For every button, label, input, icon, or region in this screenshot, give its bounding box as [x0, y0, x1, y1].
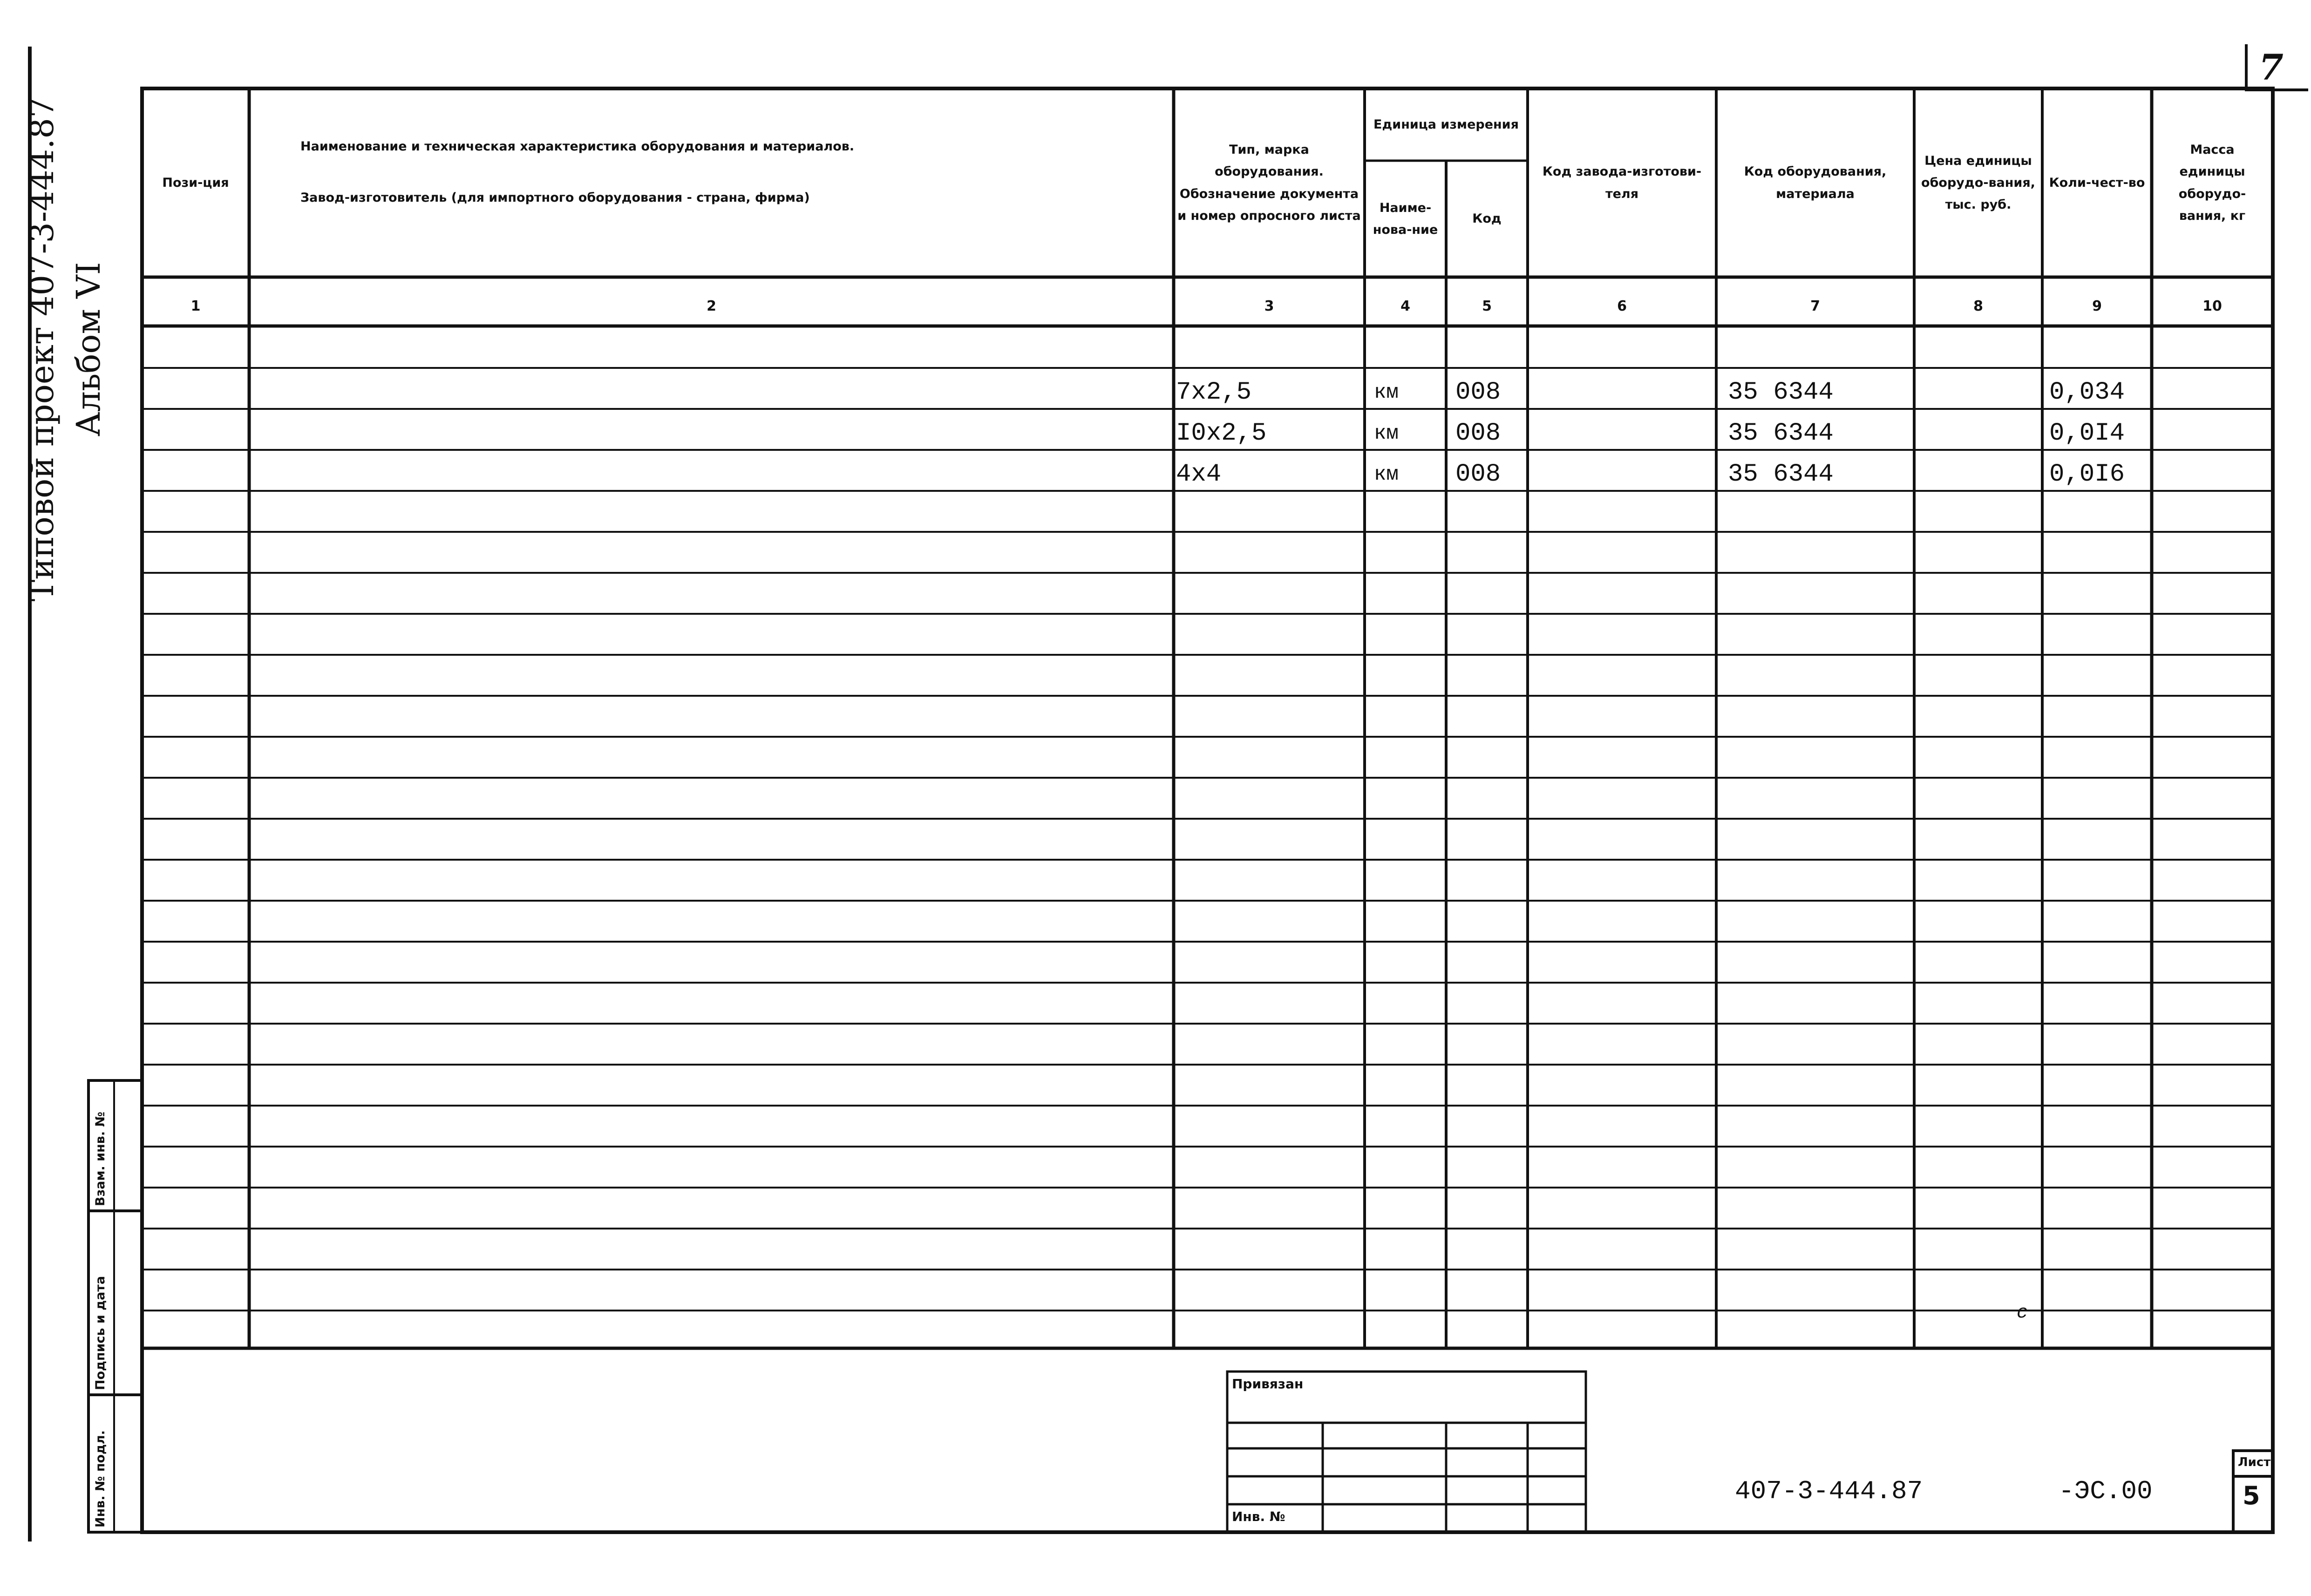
cell-unit: км: [1374, 463, 1399, 486]
side-title-line2: Альбом VI: [69, 262, 108, 437]
header-manufacturer-code: Код завода-изготови-теля: [1542, 164, 1702, 201]
sheet-number: 5: [2243, 1481, 2260, 1510]
header-material-code: Код оборудования, материала: [1744, 164, 1887, 201]
header-name-line1: Наименование и техническая характеристика оборудования и материалов.: [300, 139, 855, 154]
side-title-line1: Типовой проект 407-3-444.87: [23, 97, 61, 602]
cell-unit-code: 008: [1455, 419, 1501, 448]
column-number: 9: [2092, 298, 2102, 314]
cell-material-code: 35 6344: [1728, 419, 1834, 448]
sheet-label: Лист: [2238, 1455, 2271, 1469]
column-number: 5: [1482, 298, 1492, 314]
column-number: 2: [707, 298, 716, 314]
page-number: 7: [2259, 47, 2284, 88]
stamp-signature-date: Подпись и дата: [93, 1276, 108, 1390]
header-type: Тип, марка оборудования. Обозначение документа и номер опросного листа: [1177, 143, 1361, 223]
column-number: 3: [1264, 298, 1274, 314]
cell-material-code: 35 6344: [1728, 460, 1834, 489]
header-unit-name: Наиме-нова-ние: [1373, 200, 1438, 237]
cell-type: 7х2,5: [1176, 378, 1252, 407]
column-number: 8: [1973, 298, 1983, 314]
column-number: 1: [190, 298, 201, 314]
column-number: 6: [1617, 298, 1627, 314]
cell-quantity: 0,0I6: [2049, 460, 2125, 489]
header-unit-code: Код: [1472, 211, 1502, 226]
header-mass: Масса единицы оборудо-вания, кг: [2178, 143, 2246, 223]
stamp-replaced-inv: Взам. инв. №: [93, 1111, 108, 1206]
cell-unit: км: [1374, 381, 1399, 404]
column-number: 4: [1400, 298, 1410, 314]
header-name-line2: Завод-изготовитель (для импортного оборудования - страна, фирма): [300, 190, 810, 205]
header-price: Цена единицы оборудо-вания, тыс. руб.: [1921, 153, 2035, 212]
cell-quantity: 0,034: [2049, 378, 2125, 407]
cell-unit: км: [1374, 422, 1399, 445]
bound-inv-label: Инв. №: [1232, 1509, 1285, 1524]
column-number: 7: [1810, 298, 1820, 314]
column-number: 10: [2202, 298, 2222, 314]
cell-type: 4х4: [1176, 460, 1222, 489]
cell-material-code: 35 6344: [1728, 378, 1834, 407]
cell-unit-code: 008: [1455, 378, 1501, 407]
cell-type: I0х2,5: [1176, 419, 1267, 448]
header-position: Пози-ция: [162, 175, 229, 190]
stamp-inv-podl: Инв. № подл.: [93, 1430, 108, 1528]
header-quantity: Коли-чест-во: [2049, 175, 2145, 190]
cell-quantity: 0,0I4: [2049, 419, 2125, 448]
header-unit-group: Единица измерения: [1373, 117, 1519, 132]
handwritten-mark: с: [2017, 1303, 2028, 1324]
document-suffix: -ЭС.00: [2059, 1476, 2153, 1506]
bound-label: Привязан: [1232, 1376, 1304, 1392]
cell-unit-code: 008: [1455, 460, 1501, 489]
document-code: 407-3-444.87: [1735, 1476, 1923, 1506]
